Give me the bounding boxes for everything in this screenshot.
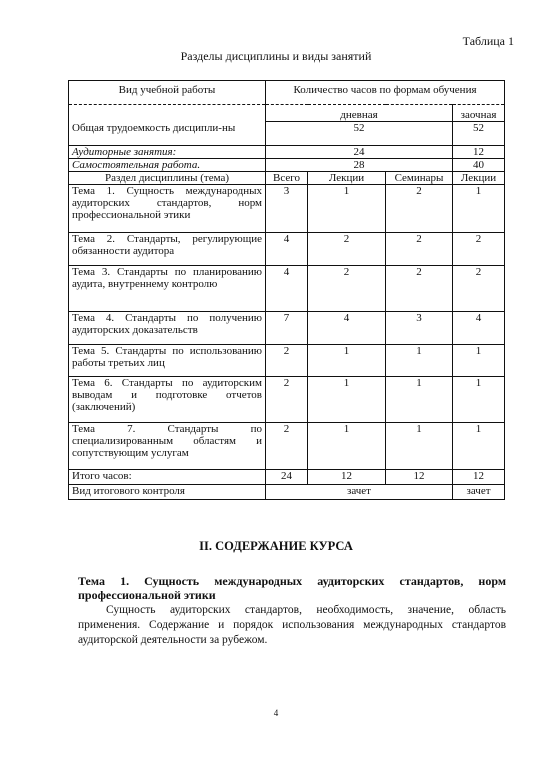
totals-lectures: 12	[308, 470, 386, 485]
topic-name: Тема 5. Стандарты по использованию работы третьих лиц	[69, 345, 266, 377]
topic-seminars: 1	[386, 377, 453, 423]
aud-row	[69, 146, 505, 159]
topic-seminars: 1	[386, 423, 453, 470]
topic-lectures: 2	[308, 266, 386, 312]
topic-heading: Тема 1. Сущность международных аудиторских стандартов, норм профессиональной этики	[78, 574, 506, 602]
topic-lectures: 4	[308, 312, 386, 345]
topic-lectures-part: 1	[453, 377, 505, 423]
topic-total: 2	[266, 377, 308, 423]
topic-name: Тема 7. Стандарты по специализированным областям и сопутствующим услугам	[69, 423, 266, 470]
totals-seminars: 12	[386, 470, 453, 485]
control-row	[69, 485, 505, 500]
self-label: Самостоятельная работа.	[69, 159, 266, 172]
topic-name: Тема 2. Стандарты, регулирующие обязанности аудитора	[69, 233, 266, 266]
total-load-label: Общая трудоемкость дисципли-ны	[69, 122, 266, 146]
topic-name: Тема 4. Стандарты по получению аудиторских доказательств	[69, 312, 266, 345]
aud-label: Аудиторные занятия:	[69, 146, 266, 159]
topic-row	[69, 233, 505, 266]
topic-row	[69, 266, 505, 312]
self-row	[69, 159, 505, 172]
totals-label: Итого часов:	[69, 470, 266, 485]
subheader-seminars: Семинары	[386, 172, 453, 185]
control-part: зачет	[453, 485, 505, 500]
aud-part: 12	[453, 146, 505, 159]
topic-lectures-part: 1	[453, 345, 505, 377]
subheader-row	[69, 172, 505, 185]
topic-seminars: 2	[386, 185, 453, 233]
topic-name: Тема 1. Сущность международных аудиторских стандартов, норм профессиональной этики	[69, 185, 266, 233]
header-empty	[69, 105, 266, 122]
totals-total: 24	[266, 470, 308, 485]
header-work-type: Вид учебной работы	[69, 81, 266, 105]
topic-name: Тема 3. Стандарты по планированию аудита, внутреннему контролю	[69, 266, 266, 312]
control-label: Вид итогового контроля	[69, 485, 266, 500]
totals-row	[69, 470, 505, 485]
header-part-time: заочная	[453, 105, 505, 122]
table-number: Таблица 1	[462, 34, 514, 48]
header-hours: Количество часов по формам обучения	[266, 81, 505, 105]
topic-lectures-part: 1	[453, 423, 505, 470]
aud-full: 24	[266, 146, 453, 159]
topic-seminars: 1	[386, 345, 453, 377]
topic-lectures: 1	[308, 377, 386, 423]
self-part: 40	[453, 159, 505, 172]
topic-seminars: 2	[386, 233, 453, 266]
header-row	[69, 81, 505, 105]
subheader-total: Всего	[266, 172, 308, 185]
topic-total: 2	[266, 345, 308, 377]
table-title: Разделы дисциплины и виды занятий	[180, 49, 372, 63]
topic-total: 2	[266, 423, 308, 470]
topic-total: 7	[266, 312, 308, 345]
topic-name: Тема 6. Стандарты по аудиторским выводам и подготовке отчетов (заключений)	[69, 377, 266, 423]
topic-lectures-part: 1	[453, 185, 505, 233]
topic-row	[69, 185, 505, 233]
page-number: 4	[273, 708, 279, 718]
total-load-full: 52	[266, 122, 453, 146]
totals-lectures-part: 12	[453, 470, 505, 485]
section-title: II. СОДЕРЖАНИЕ КУРСА	[199, 539, 353, 553]
total-load-row	[69, 122, 505, 146]
disciplines-table	[68, 80, 505, 500]
topic-row	[69, 312, 505, 345]
topic-row	[69, 377, 505, 423]
total-load-part: 52	[453, 122, 505, 146]
control-full: зачет	[266, 485, 453, 500]
topic-row	[69, 423, 505, 470]
topic-seminars: 2	[386, 266, 453, 312]
topic-paragraph: Сущность аудиторских стандартов, необходимость, значение, область применения. Содержание и порядок использования международных стандартов аудиторской деятельности за рубежом.	[78, 604, 506, 646]
topic-lectures-part: 2	[453, 233, 505, 266]
topic-lectures: 1	[308, 185, 386, 233]
topic-total: 4	[266, 266, 308, 312]
subheader-lectures: Лекции	[308, 172, 386, 185]
topic-total: 3	[266, 185, 308, 233]
topic-total: 4	[266, 233, 308, 266]
topic-seminars: 3	[386, 312, 453, 345]
self-full: 28	[266, 159, 453, 172]
topic-lectures: 1	[308, 345, 386, 377]
topic-lectures-part: 4	[453, 312, 505, 345]
header-forms-row	[69, 105, 505, 122]
topic-lectures: 2	[308, 233, 386, 266]
topic-row	[69, 345, 505, 377]
topic-lectures-part: 2	[453, 266, 505, 312]
subheader-lectures-part: Лекции	[453, 172, 505, 185]
subheader-topic: Раздел дисциплины (тема)	[69, 172, 266, 185]
topic-lectures: 1	[308, 423, 386, 470]
header-full-time: дневная	[266, 105, 453, 122]
